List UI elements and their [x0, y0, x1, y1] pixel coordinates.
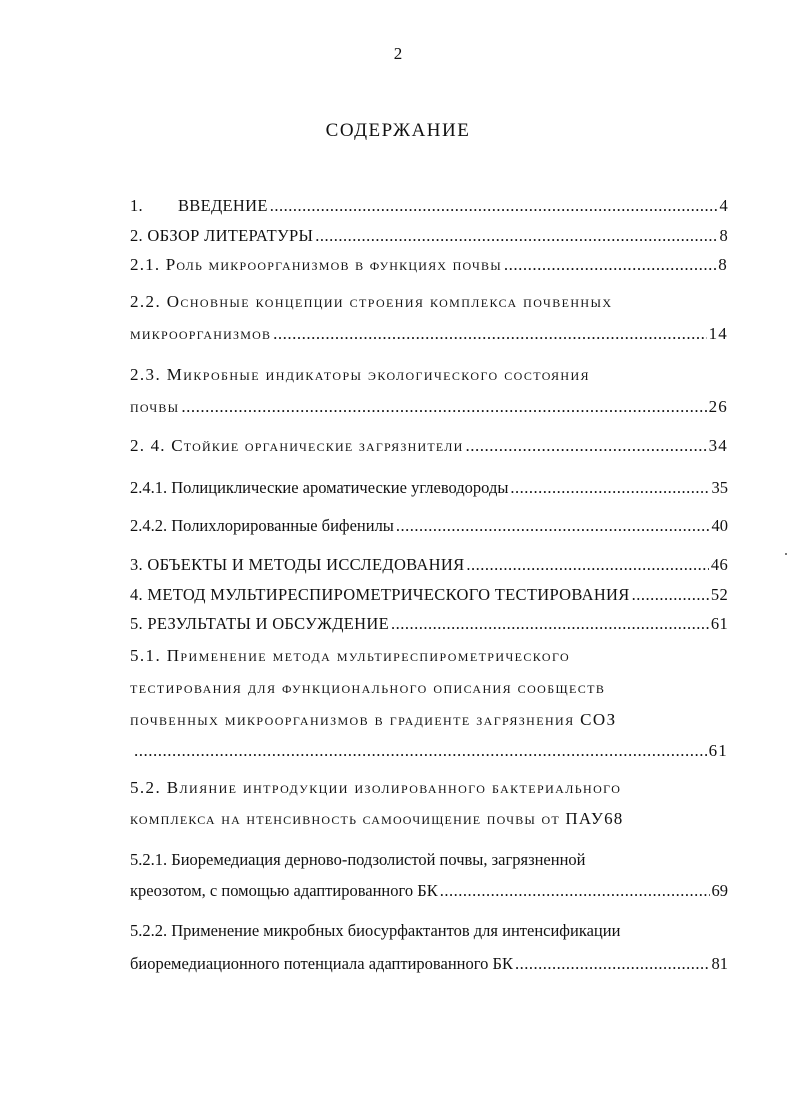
toc-entry-5-2-2-line1[interactable]: 5.2.2. Применение микробных биосурфактантов для интенсификации	[130, 921, 621, 940]
toc-entry-5-1[interactable]	[130, 740, 728, 762]
toc-entry-literature-review[interactable]	[130, 225, 728, 247]
toc-entry-2-3[interactable]	[130, 396, 728, 418]
dot-leader	[632, 584, 709, 606]
scan-speck	[785, 553, 787, 555]
toc-entry-2-2[interactable]	[130, 323, 728, 345]
dot-leader	[396, 515, 710, 537]
toc-entry-title: 2. 4. Стойкие органические загрязнители	[130, 436, 464, 455]
toc-entry-number: 1.	[130, 196, 143, 215]
dot-leader	[134, 740, 707, 762]
toc-page-number: 35	[711, 478, 728, 497]
toc-page-number: 8	[719, 226, 728, 245]
dot-leader	[465, 435, 706, 457]
toc-page-number: 61	[710, 614, 728, 633]
toc-page-number: 34	[708, 436, 728, 455]
page-number: 2	[393, 44, 403, 63]
toc-entry-multirespirometric-method[interactable]	[130, 584, 728, 606]
toc-entry-5-1-line3[interactable]: почвенных микроорганизмов в градиенте загрязнения СОЗ	[130, 710, 617, 729]
toc-page-number: 68	[604, 809, 624, 828]
page-title: СОДЕРЖАНИЕ	[325, 120, 471, 141]
toc-entry-2-3-line1[interactable]: 2.3. Микробные индикаторы экологического состояния	[130, 365, 590, 384]
toc-entry-title: 2.4.1. Полициклические ароматические углеводороды	[130, 478, 509, 497]
toc-entry-2-2-line1[interactable]: 2.2. Основные концепции строения комплекса почвенных	[130, 292, 613, 311]
toc-entry-results-discussion[interactable]	[130, 613, 728, 635]
toc-entry-title: 4. МЕТОД МУЛЬТИРЕСПИРОМЕТРИЧЕСКОГО ТЕСТИРОВАНИЯ	[130, 585, 630, 604]
toc-entry-2-4[interactable]	[130, 435, 728, 457]
dot-leader	[273, 323, 706, 345]
toc-entry-title: 2.1. Роль микроорганизмов в функциях почвы	[130, 255, 502, 274]
toc-page-number: 4	[719, 196, 728, 215]
toc-entry-2-4-2[interactable]	[130, 515, 728, 537]
toc-entry-title: креозотом, с помощью адаптированного БК	[130, 881, 438, 900]
toc-entry-title: почвы	[130, 397, 180, 416]
toc-page-number: 46	[710, 555, 728, 574]
dot-leader	[181, 396, 706, 418]
toc-page-number: 14	[708, 324, 728, 343]
dot-leader	[391, 613, 709, 635]
toc-entry-title: микроорганизмов	[130, 324, 272, 343]
toc-entry-2-1[interactable]	[130, 254, 728, 276]
toc-page-number: 61	[708, 741, 728, 760]
toc-entry-title: 2. ОБЗОР ЛИТЕРАТУРЫ	[130, 226, 314, 245]
toc-entry-title: 5. РЕЗУЛЬТАТЫ И ОБСУЖДЕНИЕ	[130, 614, 389, 633]
toc-page-number: 81	[711, 954, 728, 973]
toc-entry-title: 2.4.2. Полихлорированные бифенилы	[130, 516, 394, 535]
dot-leader	[440, 880, 710, 902]
toc-entry-title: ВВЕДЕНИЕ	[178, 196, 268, 215]
toc-entry-5-1-line1[interactable]: 5.1. Применение метода мультиреспирометрического	[130, 646, 571, 665]
toc-page-number: 69	[711, 881, 728, 900]
toc-entry-title: биоремедиационного потенциала адаптированного БК	[130, 954, 513, 973]
toc-entry-introduction[interactable]	[130, 195, 728, 217]
dot-leader	[515, 953, 710, 975]
toc-page-number: 40	[711, 516, 728, 535]
toc-entry-title: комплекса на нтенсивность самоочищение почвы от ПАУ	[130, 809, 605, 828]
toc-entry-5-1-line2[interactable]: тестирования для функционального описания сообществ	[130, 678, 606, 697]
toc-page-number: 26	[708, 397, 728, 416]
dot-leader	[466, 554, 709, 576]
toc-entry-objects-methods[interactable]	[130, 554, 728, 576]
toc-entry-5-2-line1[interactable]: 5.2. Влияние интродукции изолированного бактериального	[130, 778, 622, 797]
dot-leader	[504, 254, 716, 276]
toc-page-number: 8	[718, 255, 728, 274]
dot-leader	[270, 195, 718, 217]
toc-entry-2-4-1[interactable]	[130, 477, 728, 499]
toc-entry-5-2-1[interactable]	[130, 880, 728, 902]
toc-entry-5-2-1-line1[interactable]: 5.2.1. Биоремедиация дерново-подзолистой почвы, загрязненной	[130, 850, 586, 869]
dot-leader	[510, 477, 709, 499]
toc-entry-5-2-2[interactable]	[130, 953, 728, 975]
toc-page-number: 52	[710, 585, 728, 604]
dot-leader	[315, 225, 717, 247]
toc-entry-title: 3. ОБЪЕКТЫ И МЕТОДЫ ИССЛЕДОВАНИЯ	[130, 555, 465, 574]
toc-entry-5-2[interactable]	[130, 808, 728, 830]
